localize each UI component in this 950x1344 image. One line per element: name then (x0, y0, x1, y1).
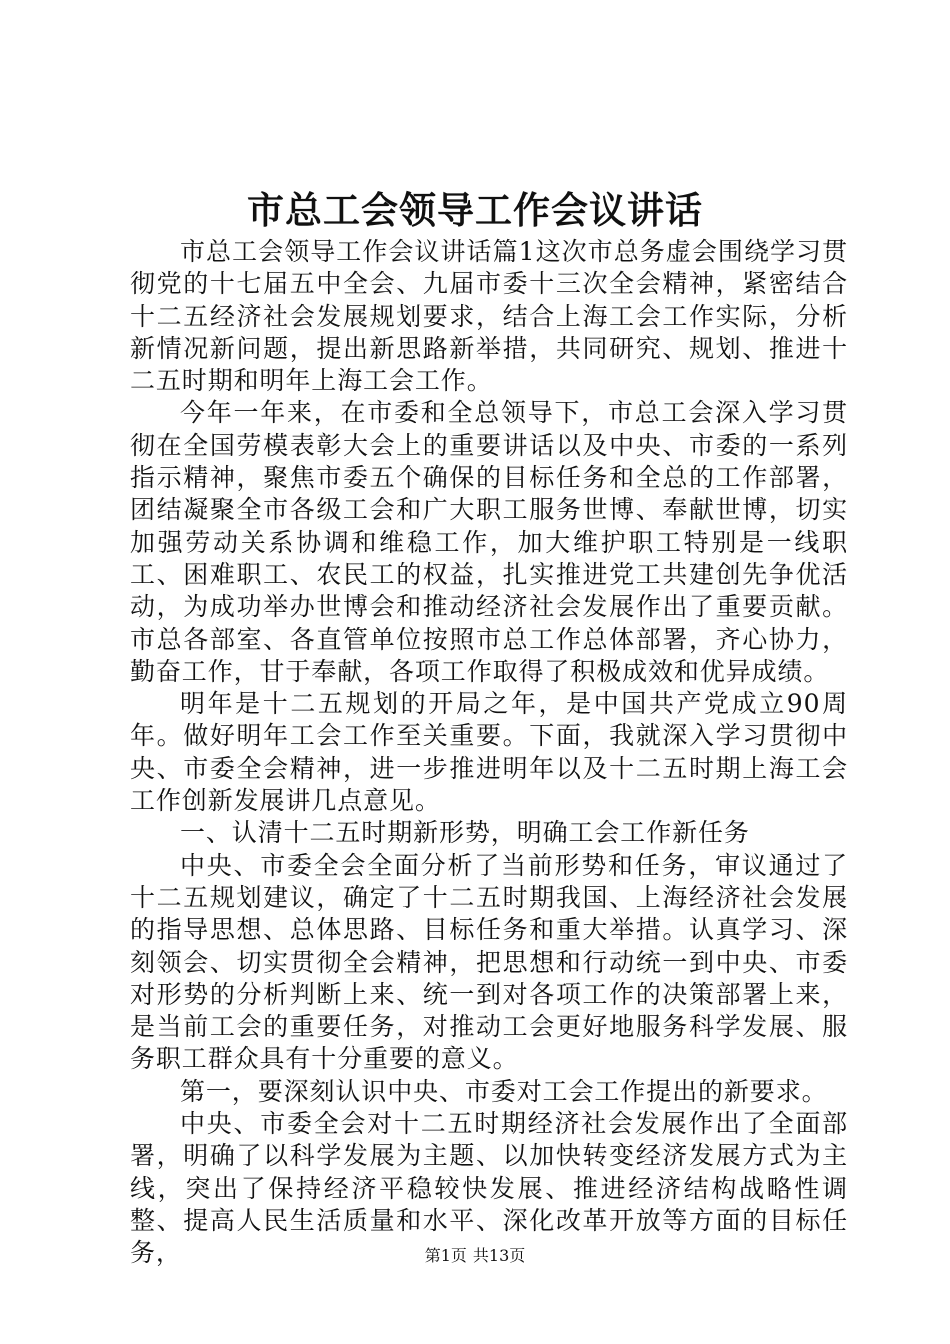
subsection-heading: 第一，要深刻认识中央、市委对工会工作提出的新要求。 (180, 1076, 828, 1106)
paragraph: 中央、市委全会对十二五时期经济社会发展作出了全面部署，明确了以科学发展为主题、以加快转变经济发展方式为主线，突出了保持经济平稳较快发展、推进经济结构战略性调整、提高人民生活质量和水平、深化改革开放等方面的目标任务， (130, 1109, 848, 1268)
section-heading: 一、认清十二五时期新形势，明确工会工作新任务 (180, 818, 750, 848)
document-title: 市总工会领导工作会议讲话 (247, 188, 703, 232)
page-total: 共13页 (472, 1246, 526, 1265)
paragraph: 今年一年来，在市委和全总领导下，市总工会深入学习贯彻在全国劳模表彰大会上的重要讲话以及中央、市委的一系列指示精神，聚焦市委五个确保的目标任务和全总的工作部署，团结凝聚全市各级工会和广大职工服务世博、奉献世博，切实加强劳动关系协调和维稳工作，加大维护职工特别是一线职工、困难职工、农民工的权益，扎实推进党工共建创先争优活动，为成功举办世博会和推动经济社会发展作出了重要贡献。市总各部室、各直管单位按照市总工作总体部署，齐心协力，勤奋工作，甘于奉献，各项工作取得了积极成效和优异成绩。 (130, 398, 848, 686)
page-footer (0, 1245, 950, 1267)
paragraph: 明年是十二五规划的开局之年，是中国共产党成立90周年。做好明年工会工作至关重要。下面，我就深入学习贯彻中央、市委全会精神，进一步推进明年以及十二五时期上海工会工作创新发展讲几点意见。 (130, 689, 848, 816)
paragraph: 市总工会领导工作会议讲话篇1这次市总务虚会围绕学习贯彻党的十七届五中全会、九届市委十三次全会精神，紧密结合十二五经济社会发展规划要求，结合上海工会工作实际，分析新情况新问题，提出新思路新举措，共同研究、规划、推进十二五时期和明年上海工会工作。 (130, 237, 848, 396)
document-body (130, 236, 848, 1270)
page-number: 第1页 (424, 1246, 467, 1265)
paragraph: 中央、市委全会全面分析了当前形势和任务，审议通过了十二五规划建议，确定了十二五时期我国、上海经济社会发展的指导思想、总体思路、目标任务和重大举措。认真学习、深刻领会、切实贯彻全会精神，把思想和行动统一到中央、市委对形势的分析判断上来、统一到对各项工作的决策部署上来，是当前工会的重要任务，对推动工会更好地服务科学发展、服务职工群众具有十分重要的意义。 (130, 850, 848, 1074)
